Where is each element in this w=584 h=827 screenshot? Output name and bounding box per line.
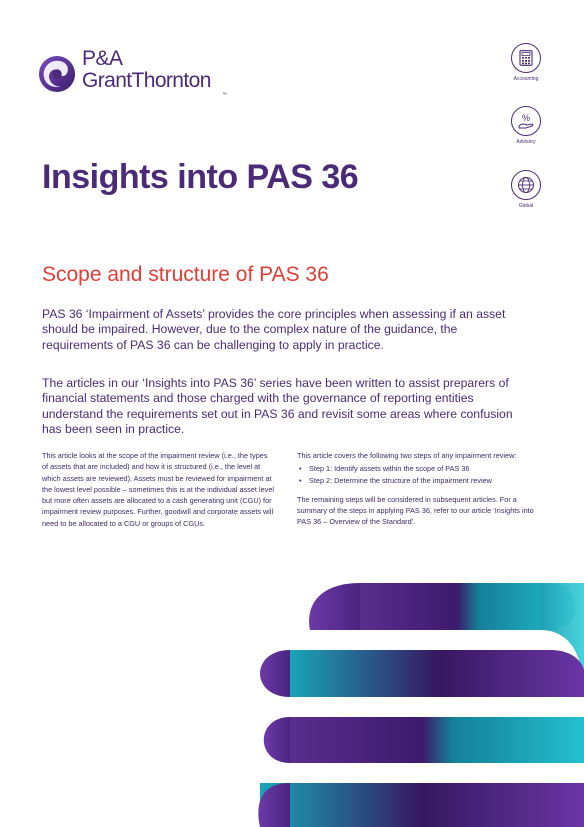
lead-paragraph-2: The articles in our ‘Insights into PAS 36’ series have been written to assist preparers of financial statements and those charged with the governance of reporting entities understand the requirements set out in PAS 36 and revisit some areas where confusion has been seen in practice. xyxy=(42,376,513,437)
section-subtitle: Scope and structure of PAS 36 xyxy=(42,263,329,286)
logo-swirl-icon xyxy=(38,55,76,93)
logo-line-2: GrantThornton xyxy=(82,69,211,92)
svg-text:%: % xyxy=(521,113,531,123)
grant-thornton-logo xyxy=(38,45,238,97)
service-label: Advisory xyxy=(516,139,536,145)
body-right-intro: This article covers the following two steps of any impairment review: xyxy=(297,451,517,460)
calculator-icon xyxy=(511,43,541,73)
list-item: • Step 1: Identify assets within the scope of PAS 36 xyxy=(297,463,537,474)
lead-paragraph-1: PAS 36 ‘Impairment of Assets’ provides the core principles when assessing if an asset should be impaired. However, due to the complex nature of the guidance, the requirements of PAS 36 can be challenging to apply in practice. xyxy=(42,307,506,352)
body-column-right xyxy=(297,450,537,528)
decorative-swirl-graphic xyxy=(250,575,584,827)
page-title: Insights into PAS 36 xyxy=(42,158,359,196)
service-label: Accounting xyxy=(513,76,539,82)
body-right-outro: The remaining steps will be considered in subsequent articles. For a summary of the steps in applying PAS 36, refer to our article ‘Insights into PAS 36 – Overview of the Standard’. xyxy=(297,494,534,527)
list-item: • Step 2: Determine the structure of the impairment review xyxy=(297,475,537,486)
service-advisory xyxy=(501,106,551,145)
body-column-left xyxy=(42,450,274,529)
logo-trademark: ™ xyxy=(222,92,227,98)
percent-hand-icon xyxy=(511,106,541,136)
service-global xyxy=(501,170,551,209)
body-left-text: This article looks at the scope of the impairment review (i.e., the types of assets that are included) and how it is structured (i.e., the level at which assets are reviewed). Assets must be reviewed for impairment at the lowest level possible – sometimes this is at the individual asset level but more often assets are allocated to a cash generating unit (CGU) for impairment review purposes. Further, goodwill and corporate assets will need to be allocated to a CGU or groups of CGUs. xyxy=(42,451,274,528)
service-accounting xyxy=(501,43,551,82)
service-label: Global xyxy=(518,203,534,209)
logo-line-1: P&A xyxy=(82,47,123,70)
globe-icon xyxy=(511,170,541,200)
steps-list xyxy=(297,463,537,486)
